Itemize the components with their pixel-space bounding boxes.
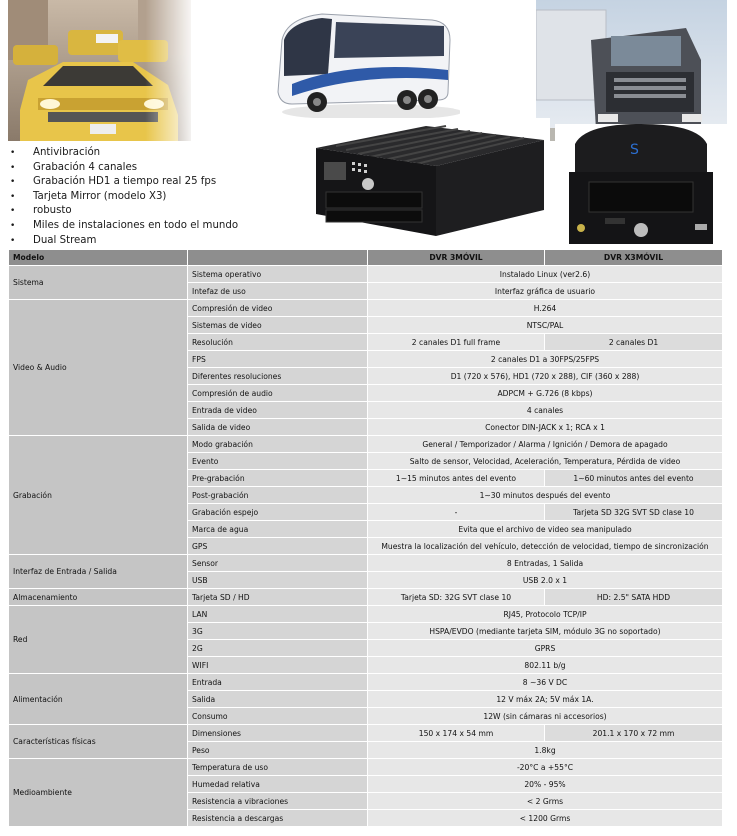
spec-label: Consumo xyxy=(188,708,368,725)
spec-label: Compresión de audio xyxy=(188,385,368,402)
feature-item xyxy=(8,161,368,176)
bullet-icon: • xyxy=(10,162,16,173)
feature-text: Grabación HD1 a tiempo real 25 fps xyxy=(33,176,217,188)
spec-label: Salida de video xyxy=(188,419,368,436)
spec-value-dvr-x3movil: 2 canales D1 xyxy=(545,334,723,351)
bullet-icon: • xyxy=(10,235,16,246)
spec-value: 2 canales D1 a 30FPS/25FPS xyxy=(368,351,723,368)
section-name: Red xyxy=(9,606,188,674)
spec-label: Sensor xyxy=(188,555,368,572)
spec-label: Sistemas de video xyxy=(188,317,368,334)
spec-label: Compresión de video xyxy=(188,300,368,317)
feature-item xyxy=(8,204,368,219)
spec-value: H.264 xyxy=(368,300,723,317)
spec-value-dvr-3movil: Tarjeta SD: 32G SVT clase 10 xyxy=(368,589,545,606)
spec-label: Evento xyxy=(188,453,368,470)
feature-item xyxy=(8,234,368,249)
spec-label: Post-grabación xyxy=(188,487,368,504)
feature-list xyxy=(8,146,368,248)
section-name: Almacenamiento xyxy=(9,589,188,606)
feature-text: Antivibración xyxy=(33,147,101,158)
spec-value: HSPA/EVDO (mediante tarjeta SIM, módulo 3G no soportado) xyxy=(368,623,723,640)
spec-label: 2G xyxy=(188,640,368,657)
spec-label: GPS xyxy=(188,538,368,555)
spec-value: Conector DIN-JACK x 1; RCA x 1 xyxy=(368,419,723,436)
table-row xyxy=(9,266,723,283)
table-row xyxy=(9,606,723,623)
spec-label: LAN xyxy=(188,606,368,623)
spec-value: USB 2.0 x 1 xyxy=(368,572,723,589)
spec-label: Diferentes resoluciones xyxy=(188,368,368,385)
feature-text: robusto xyxy=(33,205,72,217)
table-row xyxy=(9,725,723,742)
spec-value-dvr-x3movil: HD: 2.5" SATA HDD xyxy=(545,589,723,606)
dvr-x3movil-photo xyxy=(555,124,727,248)
table-row xyxy=(9,555,723,572)
spec-value-dvr-3movil: - xyxy=(368,504,545,521)
spec-label: Tarjeta SD / HD xyxy=(188,589,368,606)
spec-value: 1~30 minutos después del evento xyxy=(368,487,723,504)
spec-value: RJ45, Protocolo TCP/IP xyxy=(368,606,723,623)
spec-label: Humedad relativa xyxy=(188,776,368,793)
spec-label: Peso xyxy=(188,742,368,759)
bullet-icon: • xyxy=(10,148,16,158)
spec-value-dvr-x3movil: 201.1 x 170 x 72 mm xyxy=(545,725,723,742)
feature-item xyxy=(8,175,368,190)
spec-label: Modo grabación xyxy=(188,436,368,453)
spec-value: Interfaz gráfica de usuario xyxy=(368,283,723,300)
section-name: Alimentación xyxy=(9,674,188,725)
section-name: Medioambiente xyxy=(9,759,188,827)
header-model: Modelo xyxy=(9,250,188,266)
feature-item xyxy=(8,219,368,234)
bullet-icon: • xyxy=(10,191,16,202)
spec-value: 4 canales xyxy=(368,402,723,419)
bus-photo xyxy=(262,0,460,126)
spec-label: Grabación espejo xyxy=(188,504,368,521)
header-empty xyxy=(188,250,368,266)
spec-label: Intefaz de uso xyxy=(188,283,368,300)
spec-value: < 2 Grms xyxy=(368,793,723,810)
spec-label: Entrada xyxy=(188,674,368,691)
spec-value-dvr-3movil: 1~15 minutos antes del evento xyxy=(368,470,545,487)
feature-text: Miles de instalaciones en todo el mundo xyxy=(33,219,239,231)
spec-value: 8 Entradas, 1 Salida xyxy=(368,555,723,572)
bullet-icon: • xyxy=(10,206,16,217)
spec-value-dvr-x3movil: Tarjeta SD 32G SVT SD clase 10 xyxy=(545,504,723,521)
spec-value: < 1200 Grms xyxy=(368,810,723,827)
bullet-icon: • xyxy=(10,177,16,188)
table-row xyxy=(9,674,723,691)
truck-photo xyxy=(536,0,727,141)
header-dvr-x3movil: DVR X3MÓVIL xyxy=(545,250,723,266)
spec-label: Salida xyxy=(188,691,368,708)
feature-text: Dual Stream xyxy=(33,234,97,246)
spec-label: USB xyxy=(188,572,368,589)
spec-value: 12 V máx 2A; 5V máx 1A. xyxy=(368,691,723,708)
feature-text: Grabación 4 canales xyxy=(33,161,138,173)
table-row xyxy=(9,436,723,453)
spec-value: Muestra la localización del vehículo, detección de velocidad, tiempo de sincronización xyxy=(368,538,723,555)
spec-label: Marca de agua xyxy=(188,521,368,538)
header-dvr-3movil: DVR 3MÓVIL xyxy=(368,250,545,266)
feature-item xyxy=(8,146,368,161)
spec-value-dvr-x3movil: 1~60 minutos antes del evento xyxy=(545,470,723,487)
taxi-photo xyxy=(8,0,191,141)
spec-value: 8 ~36 V DC xyxy=(368,674,723,691)
spec-value: NTSC/PAL xyxy=(368,317,723,334)
spec-label: Temperatura de uso xyxy=(188,759,368,776)
spec-label: 3G xyxy=(188,623,368,640)
table-header-row xyxy=(9,250,723,266)
svg-text:S: S xyxy=(630,142,639,158)
spec-label: Dimensiones xyxy=(188,725,368,742)
bullet-icon: • xyxy=(10,220,16,231)
spec-label: Resistencia a vibraciones xyxy=(188,793,368,810)
spec-table xyxy=(8,249,723,827)
feature-item xyxy=(8,190,368,205)
spec-value: 20% - 95% xyxy=(368,776,723,793)
spec-value: 12W (sin cámaras ni accesorios) xyxy=(368,708,723,725)
spec-label: Resolución xyxy=(188,334,368,351)
spec-label: Resistencia a descargas xyxy=(188,810,368,827)
spec-label: Pre-grabación xyxy=(188,470,368,487)
table-row xyxy=(9,759,723,776)
spec-label: FPS xyxy=(188,351,368,368)
spec-value: Instalado Linux (ver2.6) xyxy=(368,266,723,283)
section-name: Sistema xyxy=(9,266,188,300)
table-row xyxy=(9,300,723,317)
spec-value: GPRS xyxy=(368,640,723,657)
spec-value: D1 (720 x 576), HD1 (720 x 288), CIF (360 x 288) xyxy=(368,368,723,385)
spec-value: 802.11 b/g xyxy=(368,657,723,674)
spec-label: Entrada de video xyxy=(188,402,368,419)
spec-value: Salto de sensor, Velocidad, Aceleración, Temperatura, Pérdida de video xyxy=(368,453,723,470)
section-name: Video & Audio xyxy=(9,300,188,436)
feature-text: Tarjeta Mirror (modelo X3) xyxy=(33,190,167,202)
spec-value: General / Temporizador / Alarma / Ignición / Demora de apagado xyxy=(368,436,723,453)
spec-value: 1.8kg xyxy=(368,742,723,759)
spec-value: -20°C a +55°C xyxy=(368,759,723,776)
spec-value: Evita que el archivo de video sea manipulado xyxy=(368,521,723,538)
spec-label: WIFI xyxy=(188,657,368,674)
section-name: Características físicas xyxy=(9,725,188,759)
section-name: Grabación xyxy=(9,436,188,555)
section-name: Interfaz de Entrada / Salida xyxy=(9,555,188,589)
spec-value-dvr-3movil: 150 x 174 x 54 mm xyxy=(368,725,545,742)
spec-label: Sistema operativo xyxy=(188,266,368,283)
spec-value-dvr-3movil: 2 canales D1 full frame xyxy=(368,334,545,351)
table-row xyxy=(9,589,723,606)
spec-value: ADPCM + G.726 (8 kbps) xyxy=(368,385,723,402)
